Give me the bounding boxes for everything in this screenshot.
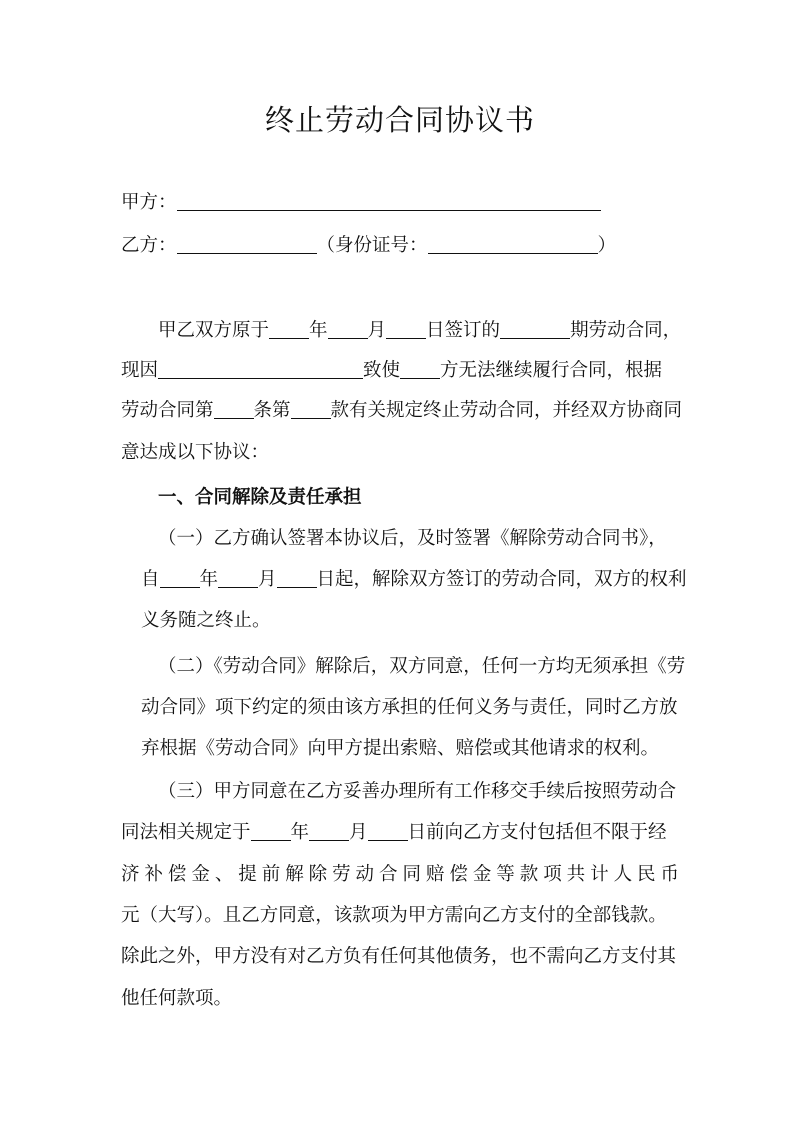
clause-text: 日前向乙方支付包括但不限于经 <box>407 822 667 843</box>
party-b-label: 乙方： <box>121 235 177 256</box>
section-heading: 一、合同解除及责任承担 <box>158 487 362 508</box>
sign-year-blank[interactable] <box>269 320 309 339</box>
clause-text: 自 <box>141 569 160 590</box>
clause-3-line-5: 除此之外，甲方没有对乙方负有任何其他债务，也不需向乙方支付其 <box>121 946 677 967</box>
party-a-line <box>121 190 601 216</box>
intro-line-3 <box>121 398 682 424</box>
clause-text: 月 <box>349 822 368 843</box>
contract-term-blank[interactable] <box>500 320 570 339</box>
clause-3-line-2 <box>121 820 667 846</box>
clause-text: 年 <box>290 822 310 843</box>
clause-1-line-1: （一）乙方确认签署本协议后，及时签署《解除劳动合同书》， <box>158 528 667 549</box>
party-unable-blank[interactable] <box>400 360 440 379</box>
id-number-open: （身份证号： <box>316 235 428 256</box>
intro-text: 条第 <box>253 400 291 421</box>
intro-text: 甲乙双方原于 <box>158 320 270 341</box>
reason-blank[interactable] <box>158 360 363 379</box>
party-a-blank[interactable] <box>177 192 601 211</box>
clause-3-line-6: 他任何款项。 <box>121 988 233 1009</box>
intro-line-1 <box>158 318 681 344</box>
clause-1-line-2 <box>141 567 687 593</box>
intro-text: 期劳动合同， <box>570 320 682 341</box>
id-number-blank[interactable] <box>428 235 598 254</box>
payment-day-blank[interactable] <box>368 822 408 841</box>
clause-text: 日起，解除双方签订的劳动合同，双方的权利 <box>316 569 687 590</box>
termination-day-blank[interactable] <box>277 569 317 588</box>
intro-text: 年 <box>309 320 328 341</box>
article-blank[interactable] <box>214 400 254 419</box>
sign-day-blank[interactable] <box>386 320 426 339</box>
intro-text: 致使 <box>363 360 401 381</box>
intro-text: 方无法继续履行合同，根据 <box>440 360 663 381</box>
clause-text: 同法相关规定于 <box>121 822 251 843</box>
intro-text: 日签订的 <box>426 320 501 341</box>
intro-text: 劳动合同第 <box>121 400 214 421</box>
clause-text: 月 <box>258 569 277 590</box>
party-b-blank[interactable] <box>177 235 317 254</box>
party-a-label: 甲方： <box>121 192 177 213</box>
party-b-line <box>121 233 616 259</box>
intro-line-4: 意达成以下协议： <box>121 442 270 463</box>
clause-2-line-1: （二）《劳动合同》解除后，双方同意，任何一方均无须承担《劳 <box>158 656 686 677</box>
payment-month-blank[interactable] <box>309 822 349 841</box>
intro-text: 现因 <box>121 360 159 381</box>
termination-month-blank[interactable] <box>218 569 258 588</box>
clause-2-line-3: 弃根据《劳动合同》向甲方提出索赔、赔偿或其他请求的权利。 <box>141 738 660 759</box>
termination-year-blank[interactable] <box>160 569 200 588</box>
clause-3-line-4: 元（大写）。且乙方同意，该款项为甲方需向乙方支付的全部钱款。 <box>121 905 667 926</box>
clause-2-line-2: 动合同》项下约定的须由该方承担的任何义务与责任，同时乙方放 <box>141 697 678 718</box>
payment-year-blank[interactable] <box>251 822 291 841</box>
sign-month-blank[interactable] <box>328 320 368 339</box>
clause-blank[interactable] <box>291 400 331 419</box>
intro-line-2 <box>121 358 662 384</box>
id-number-close: ） <box>597 235 617 256</box>
document-title: 终止劳动合同协议书 <box>264 103 535 137</box>
clause-3-line-1: （三）甲方同意在乙方妥善办理所有工作移交手续后按照劳动合 <box>158 781 677 802</box>
clause-1-line-3: 义务随之终止。 <box>141 610 271 631</box>
clause-text: 年 <box>199 569 219 590</box>
intro-text: 月 <box>367 320 387 341</box>
intro-text: 款有关规定终止劳动合同，并经双方协商同 <box>330 400 683 421</box>
clause-3-line-3: 济补偿金、提前解除劳动合同赔偿金等款项共计人民币 <box>121 864 679 885</box>
